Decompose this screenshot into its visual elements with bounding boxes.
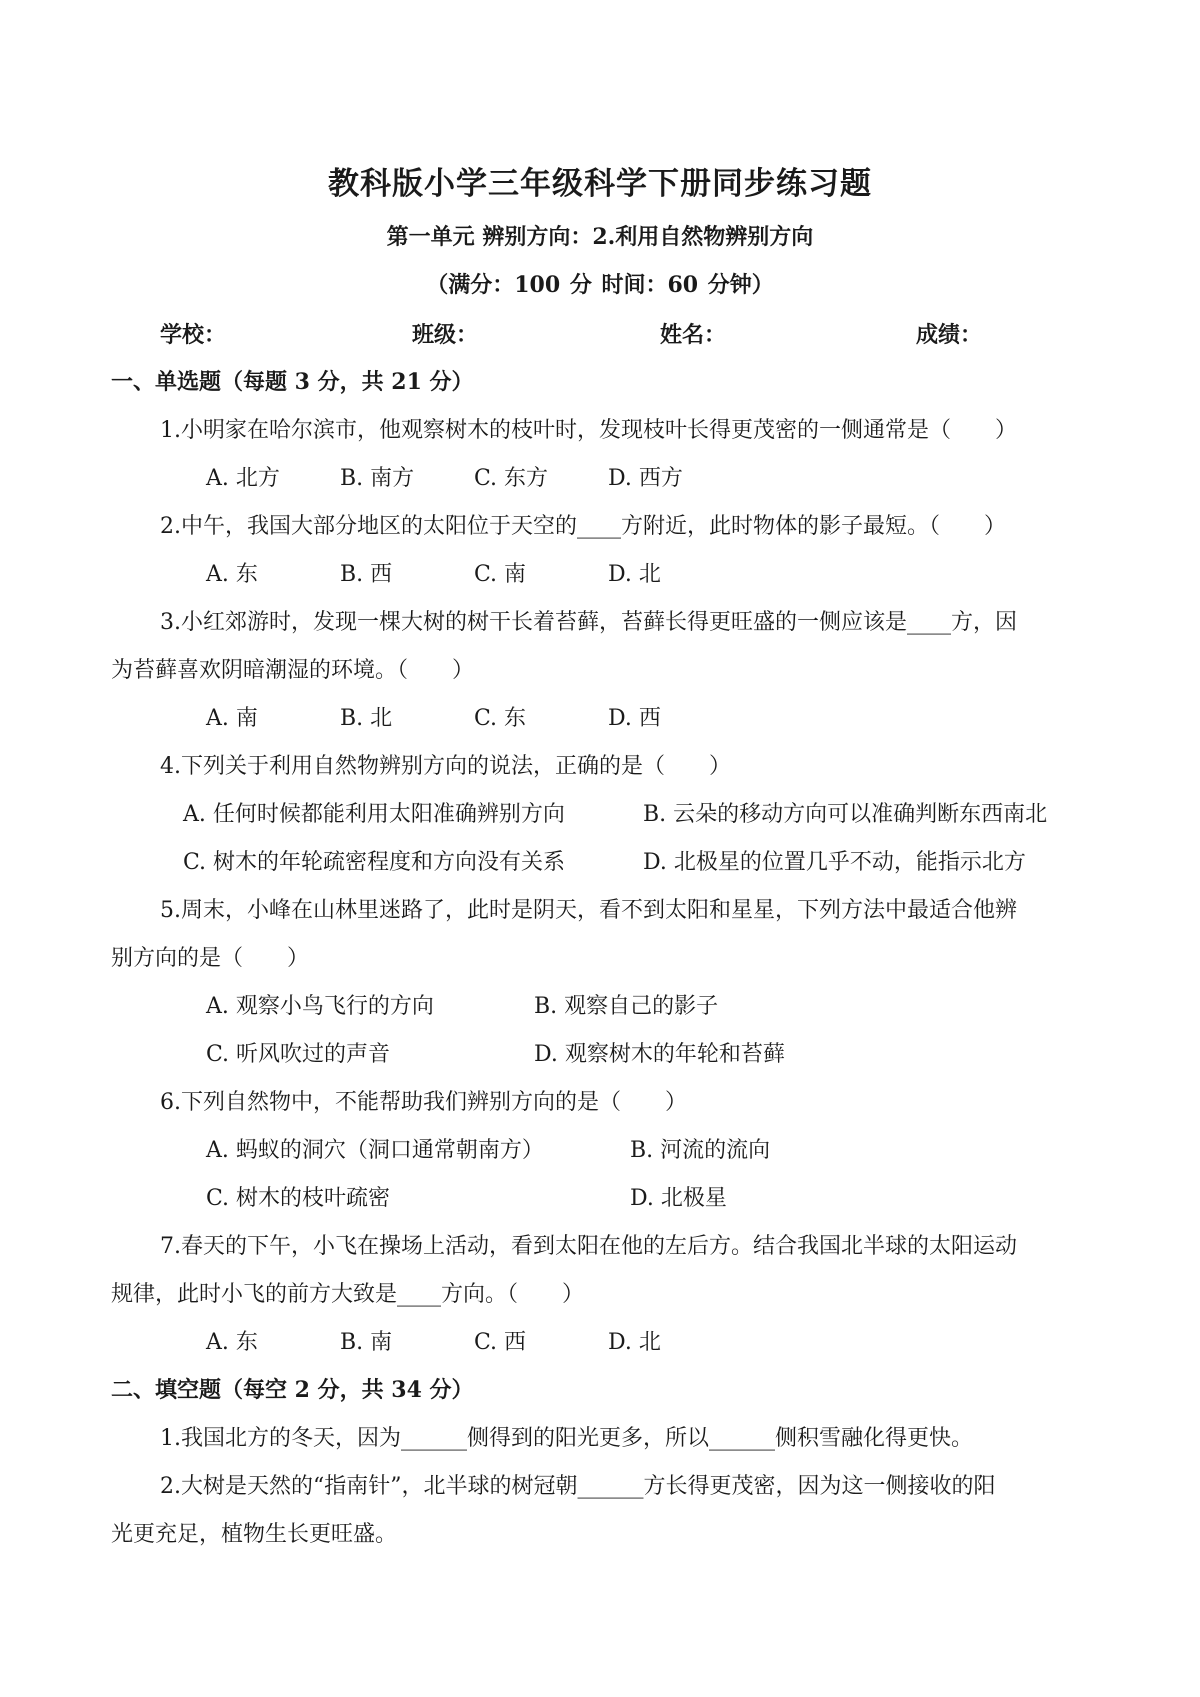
section-heading-single-choice: 一、单选题（每题 3 分，共 21 分） [111,369,474,395]
question-3-option-c: C. 东 [474,706,527,731]
question-2-text: 2.中午，我国大部分地区的太阳位于天空的____方附近，此时物体的影子最短。（ ） [160,514,1006,539]
question-6-text: 6.下列自然物中，不能帮助我们辨别方向的是（ ） [160,1090,687,1115]
question-5-option-a: A. 观察小鸟飞行的方向 [206,994,434,1019]
question-1-option-d: D. 西方 [608,466,683,491]
score-time-line: （满分：100 分 时间：60 分钟） [426,272,774,298]
question-2-option-b: B. 西 [340,562,393,587]
question-5-option-d: D. 观察树木的年轮和苔藓 [534,1042,785,1067]
question-5-option-b: B. 观察自己的影子 [534,994,719,1019]
question-4-option-a: A. 任何时候都能利用太阳准确辨别方向 [183,802,565,827]
question-2-option-c: C. 南 [474,562,527,587]
class-field-label: 班级： [412,322,479,348]
question-6-option-d: D. 北极星 [630,1186,727,1211]
question-1-option-c: C. 东方 [474,466,549,491]
question-7-text-line-2: 规律，此时小飞的前方大致是____方向。（ ） [111,1282,585,1307]
question-6-option-c: C. 树木的枝叶疏密 [206,1186,391,1211]
question-3-option-a: A. 南 [206,706,258,731]
fill-question-2-text-line-1: 2.大树是天然的“指南针”，北半球的树冠朝______方长得更茂密，因为这一侧接收的阳 [160,1474,996,1499]
question-4-option-d: D. 北极星的位置几乎不动，能指示北方 [643,850,1026,875]
question-2-option-a: A. 东 [206,562,258,587]
question-6-option-a: A. 蚂蚁的洞穴（洞口通常朝南方） [206,1138,544,1163]
question-7-text-line-1: 7.春天的下午，小飞在操场上活动，看到太阳在他的左后方。结合我国北半球的太阳运动 [160,1234,1017,1259]
question-7-option-b: B. 南 [340,1330,393,1355]
page-title: 教科版小学三年级科学下册同步练习题 [328,166,872,202]
question-7-option-c: C. 西 [474,1330,527,1355]
question-2-option-d: D. 北 [608,562,661,587]
question-4-option-b: B. 云朵的移动方向可以准确判断东西南北 [643,802,1048,827]
question-7-option-d: D. 北 [608,1330,661,1355]
question-5-text-line-1: 5.周末，小峰在山林里迷路了，此时是阴天，看不到太阳和星星，下列方法中最适合他辨 [160,898,1017,923]
name-field-label: 姓名： [660,322,727,348]
fill-question-1-text: 1.我国北方的冬天，因为______侧得到的阳光更多，所以______侧积雪融化得更快。 [160,1426,973,1451]
question-1-option-a: A. 北方 [206,466,280,491]
school-field-label: 学校： [160,322,227,348]
question-7-option-a: A. 东 [206,1330,258,1355]
question-6-option-b: B. 河流的流向 [630,1138,771,1163]
unit-subtitle: 第一单元 辨别方向：2.利用自然物辨别方向 [386,224,814,250]
question-4-text: 4.下列关于利用自然物辨别方向的说法，正确的是（ ） [160,754,731,779]
question-3-option-d: D. 西 [608,706,661,731]
question-3-text-line-1: 3.小红郊游时，发现一棵大树的树干长着苔藓，苔藓长得更旺盛的一侧应该是____方，因 [160,610,1017,635]
fill-question-2-text-line-2: 光更充足，植物生长更旺盛。 [111,1522,398,1547]
question-1-text: 1.小明家在哈尔滨市，他观察树木的枝叶时，发现枝叶长得更茂密的一侧通常是（ ） [160,418,1017,443]
question-4-option-c: C. 树木的年轮疏密程度和方向没有关系 [183,850,566,875]
question-5-option-c: C. 听风吹过的声音 [206,1042,391,1067]
question-3-text-line-2: 为苔藓喜欢阴暗潮湿的环境。（ ） [111,658,475,683]
grade-field-label: 成绩： [916,322,983,348]
question-5-text-line-2: 别方向的是（ ） [111,946,310,971]
question-1-option-b: B. 南方 [340,466,415,491]
section-heading-fill-in: 二、填空题（每空 2 分，共 34 分） [111,1377,474,1403]
question-3-option-b: B. 北 [340,706,393,731]
